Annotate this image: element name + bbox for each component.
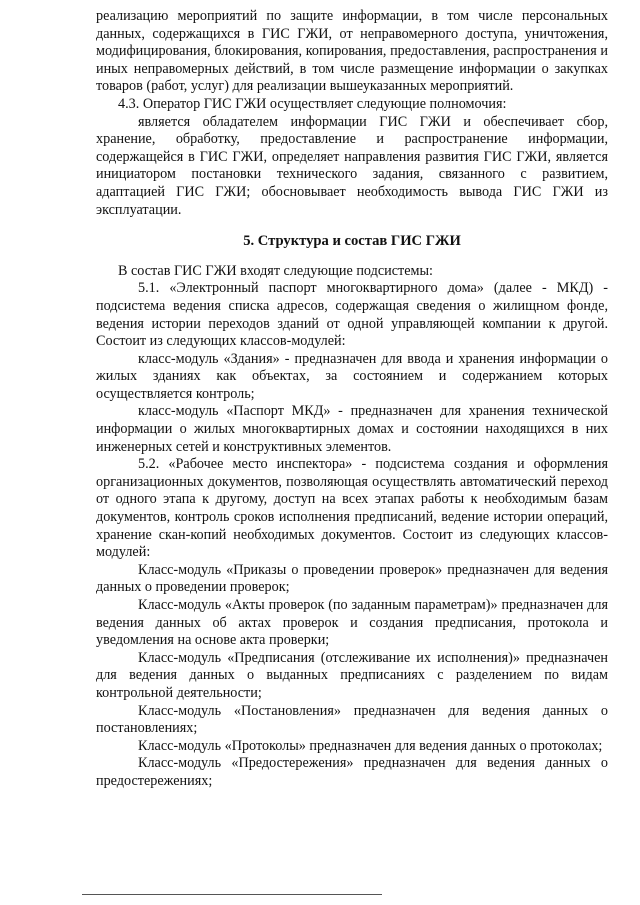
paragraph-security-measures: реализацию мероприятий по защите информации, в том числе персональных данных, содержащихся в ГИС ГЖИ, от неправомерного доступа, уничтожения, модифицирования, блокирования, копирования, предоставления, распространения и иных неправомерных действий, в том числе размещение информации о закупках товаров (работ, услуг) для реализации вышеуказанных мероприятий. — [96, 8, 608, 95]
paragraph-subsystem-5-2: 5.2. «Рабочее место инспектора» - подсистема создания и оформления организационных документов, позволяющая осуществлять автоматический переход от одного этапа к другому, доступ на всех этапах работы к необходимым базам документов, контроль сроков исполнения предписаний, ведение истории операций, хранение скан-копий необходимых документов. Состоит из следующих классов-модулей: — [96, 456, 608, 561]
section-heading: 5. Структура и состав ГИС ГЖИ — [243, 233, 461, 250]
paragraph-module-protocols: Класс-модуль «Протоколы» предназначен для ведения данных о протоколах; — [138, 737, 603, 754]
paragraph-module-buildings: класс-модуль «Здания» - предназначен для ввода и хранения информации о жилых зданиях как объектах, за состоянием и содержанием которых осуществляется контроль; — [96, 350, 608, 402]
paragraph-module-resolutions: Класс-модуль «Постановления» предназначен для ведения данных о постановлениях; — [96, 702, 608, 737]
paragraph-subsystems-intro: В состав ГИС ГЖИ входят следующие подсистемы: — [118, 262, 433, 279]
paragraph-module-passport: класс-модуль «Паспорт МКД» - предназначен для хранения технической информации о жилых многоквартирных домах и состоянии находящихся в них инженерных сетей и конструктивных элементов. — [96, 403, 608, 455]
paragraph-module-acts: Класс-модуль «Акты проверок (по заданным параметрам)» предназначен для ведения данных об актах проверок и создания предписания, протокола и уведомления на основе акта проверки; — [96, 597, 608, 649]
paragraph-operator-powers-heading: 4.3. Оператор ГИС ГЖИ осуществляет следующие полномочия: — [118, 95, 507, 112]
paragraph-module-prescriptions: Класс-модуль «Предписания (отслеживание их исполнения)» предназначен для ведения данных о выданных предписаниях с разделением по видам контрольной деятельности; — [96, 649, 608, 701]
paragraph-operator-powers: является обладателем информации ГИС ГЖИ и обеспечивает сбор, хранение, обработку, предоставление и распространение информации, содержащейся в ГИС ГЖИ, определяет направления развития ГИС ГЖИ, является инициатором постановки технического задания, связанного с развитием, адаптацией ГИС ГЖИ; обосновывает необходимость вывода ГИС ГЖИ из эксплуатации. — [96, 113, 608, 218]
document-body — [96, 8, 608, 791]
paragraph-subsystem-5-1: 5.1. «Электронный паспорт многоквартирного дома» (далее - МКД) - подсистема ведения списка адресов, содержащая сведения о жилищном фонде, ведения истории переходов зданий от одной управляющей компании к другой. Состоит из следующих классов-модулей: — [96, 280, 608, 350]
footer-divider — [82, 894, 382, 895]
paragraph-module-warnings: Класс-модуль «Предостережения» предназначен для ведения данных о предостережениях; — [96, 755, 608, 789]
paragraph-module-orders: Класс-модуль «Приказы о проведении проверок» предназначен для ведения данных о проведении проверок; — [96, 561, 608, 596]
